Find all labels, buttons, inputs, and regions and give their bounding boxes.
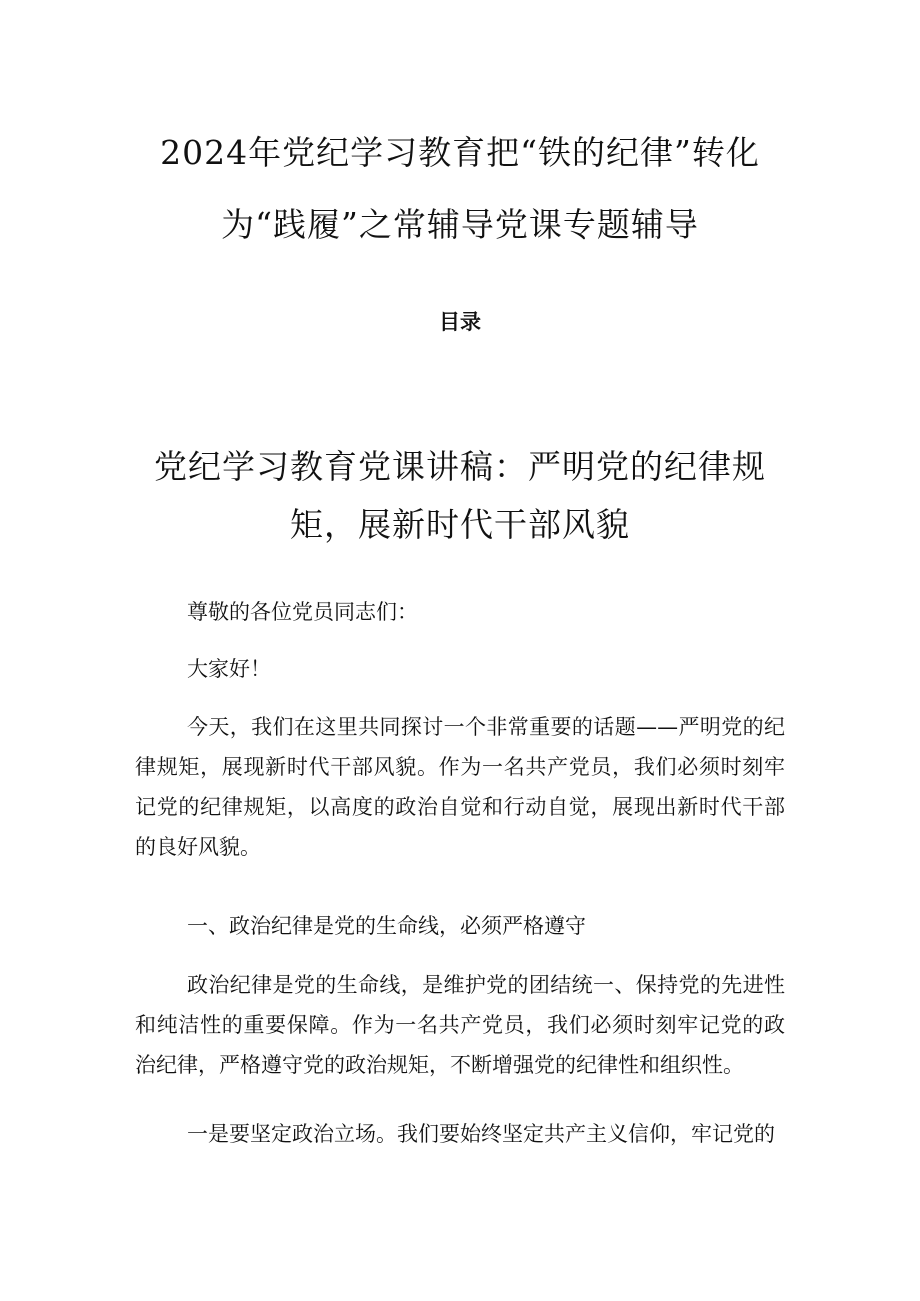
- speech-title-line-2: 矩，展新时代干部风貌: [290, 505, 630, 544]
- section-1-paragraph: 政治纪律是党的生命线，是维护党的团结统一、保持党的先进性和纯洁性的重要保障。作为一名共产党员，我们必须时刻牢记党的政治纪律，严格遵守党的政治规矩，不断增强党的纪律性和组织性。: [135, 973, 785, 1077]
- speech-title-line-1: 党纪学习教育党课讲稿：严明党的纪律规: [154, 447, 766, 486]
- greeting: 大家好！: [187, 657, 271, 681]
- document-title-line-2: 为“践履”之常辅导党课专题辅导: [221, 205, 699, 244]
- salutation: 尊敬的各位党员同志们：: [187, 600, 418, 624]
- point-1-paragraph: 一是要坚定政治立场。我们要始终坚定共产主义信仰，牢记党的: [187, 1122, 775, 1146]
- document-title-line-1: 2024年党纪学习教育把“铁的纪律”转化: [160, 133, 760, 172]
- section-1-heading: 一、政治纪律是党的生命线，必须严格遵守: [187, 914, 586, 938]
- intro-paragraph: 今天，我们在这里共同探讨一个非常重要的话题——严明党的纪律规矩，展现新时代干部风貌。作为一名共产党员，我们必须时刻牢记党的纪律规矩，以高度的政治自觉和行动自觉，展现出新时代干部的良好风貌。: [135, 715, 785, 859]
- toc-heading: 目录: [439, 310, 481, 334]
